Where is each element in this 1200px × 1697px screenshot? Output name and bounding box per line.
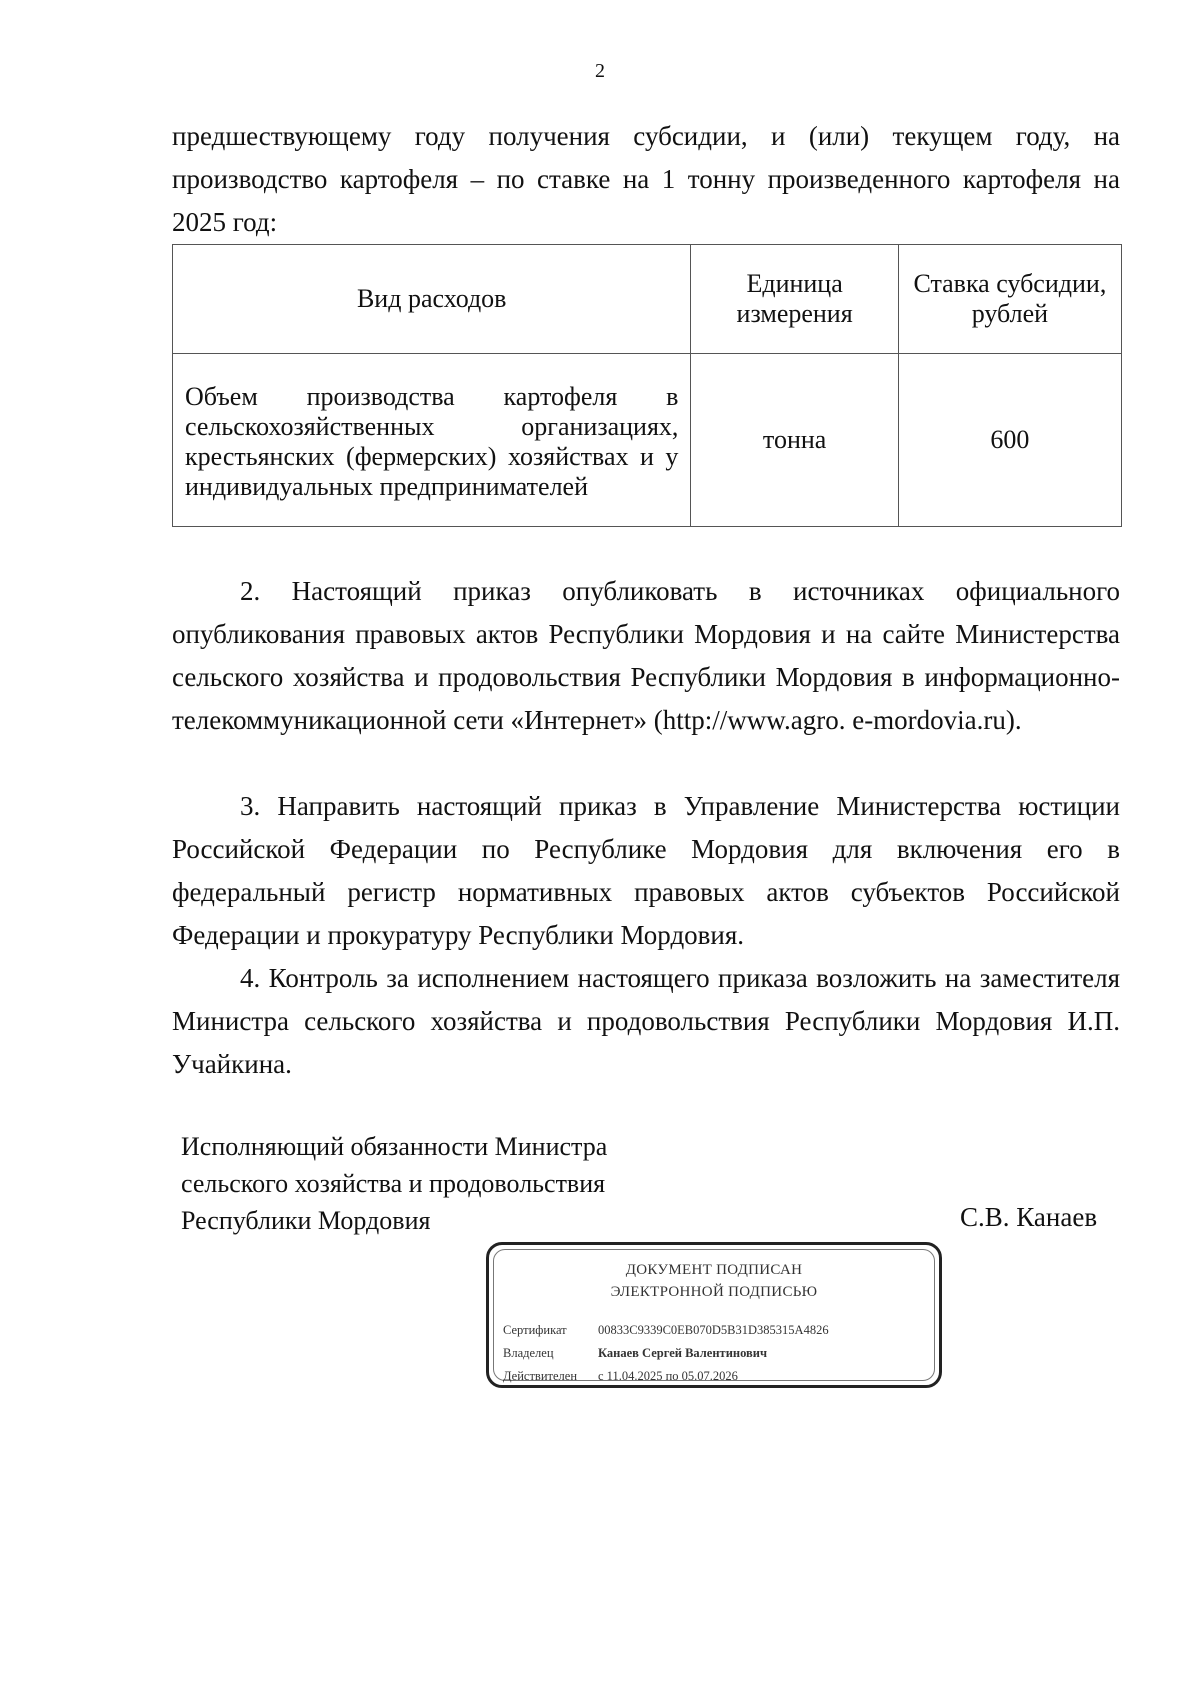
electronic-signature-stamp [486, 1242, 942, 1388]
stamp-certificate-row [503, 1323, 829, 1338]
signatory-name: С.В. Канаев [960, 1202, 1098, 1232]
paragraph-justice-registration: 3. Направить настоящий приказ в Управление Министерства юстиции Российской Федерации по Республике Мордовия для включения его в федеральный регистр нормативных правовых актов субъектов Российской Федерации и прокуратуру Республики Мордовия. [172, 791, 1120, 950]
paragraph-publication: 2. Настоящий приказ опубликовать в источниках официального опубликования правовых актов Республики Мордовия и на сайте Министерства сельского хозяйства и продовольствия Республики Мордовия в информационно-телекоммуникационной сети «Интернет» (http://www.agro. e-mordovia.ru). [172, 576, 1120, 735]
stamp-validity-row [503, 1369, 738, 1384]
stamp-title-line: ДОКУМЕНТ ПОДПИСАН [625, 1262, 803, 1278]
stamp-owner-value: Канаев Сергей Валентинович [598, 1346, 768, 1360]
cell-rate: 600 [898, 354, 1121, 527]
cell-unit: тонна [691, 354, 898, 527]
stamp-certificate-value: 00833C9339C0EB070D5B31D385315A4826 [598, 1323, 829, 1337]
signatory-position-line: Республики Мордовия [181, 1206, 431, 1235]
table-row [173, 354, 1122, 527]
header-rate: Ставка субсидии, рублей [898, 245, 1121, 354]
stamp-title-line: ЭЛЕКТРОННОЙ ПОДПИСЬЮ [610, 1284, 818, 1300]
stamp-title [489, 1259, 939, 1303]
header-unit: Единица измерения [691, 245, 898, 354]
subsidy-rate-table [172, 244, 1122, 527]
page-number: 2 [595, 60, 605, 82]
stamp-owner-label: Владелец [503, 1346, 554, 1360]
stamp-validity-value: с 11.04.2025 по 05.07.2026 [598, 1369, 738, 1383]
table-header-row [173, 245, 1122, 354]
signatory-position-line: Исполняющий обязанности Министра [181, 1132, 608, 1161]
signatory-position [181, 1128, 607, 1239]
cell-expense-description: Объем производства картофеля в сельскохозяйственных организациях, крестьянских (фермерских) хозяйствах и у индивидуальных предпринимателей [173, 354, 691, 527]
stamp-validity-label: Действителен [503, 1369, 578, 1383]
stamp-owner-row [503, 1346, 767, 1361]
signatory-position-line: сельского хозяйства и продовольствия [181, 1169, 606, 1198]
stamp-certificate-label: Сертификат [503, 1323, 567, 1337]
header-expense-type: Вид расходов [173, 245, 691, 354]
intro-paragraph: предшествующему году получения субсидии, и (или) текущем году, на производство картофеля – по ставке на 1 тонну произведенного картофеля на 2025 год: [172, 121, 1120, 237]
paragraph-control: 4. Контроль за исполнением настоящего приказа возложить на заместителя Министра сельского хозяйства и продовольствия Республики Мордовия И.П. Учайкина. [172, 963, 1120, 1079]
